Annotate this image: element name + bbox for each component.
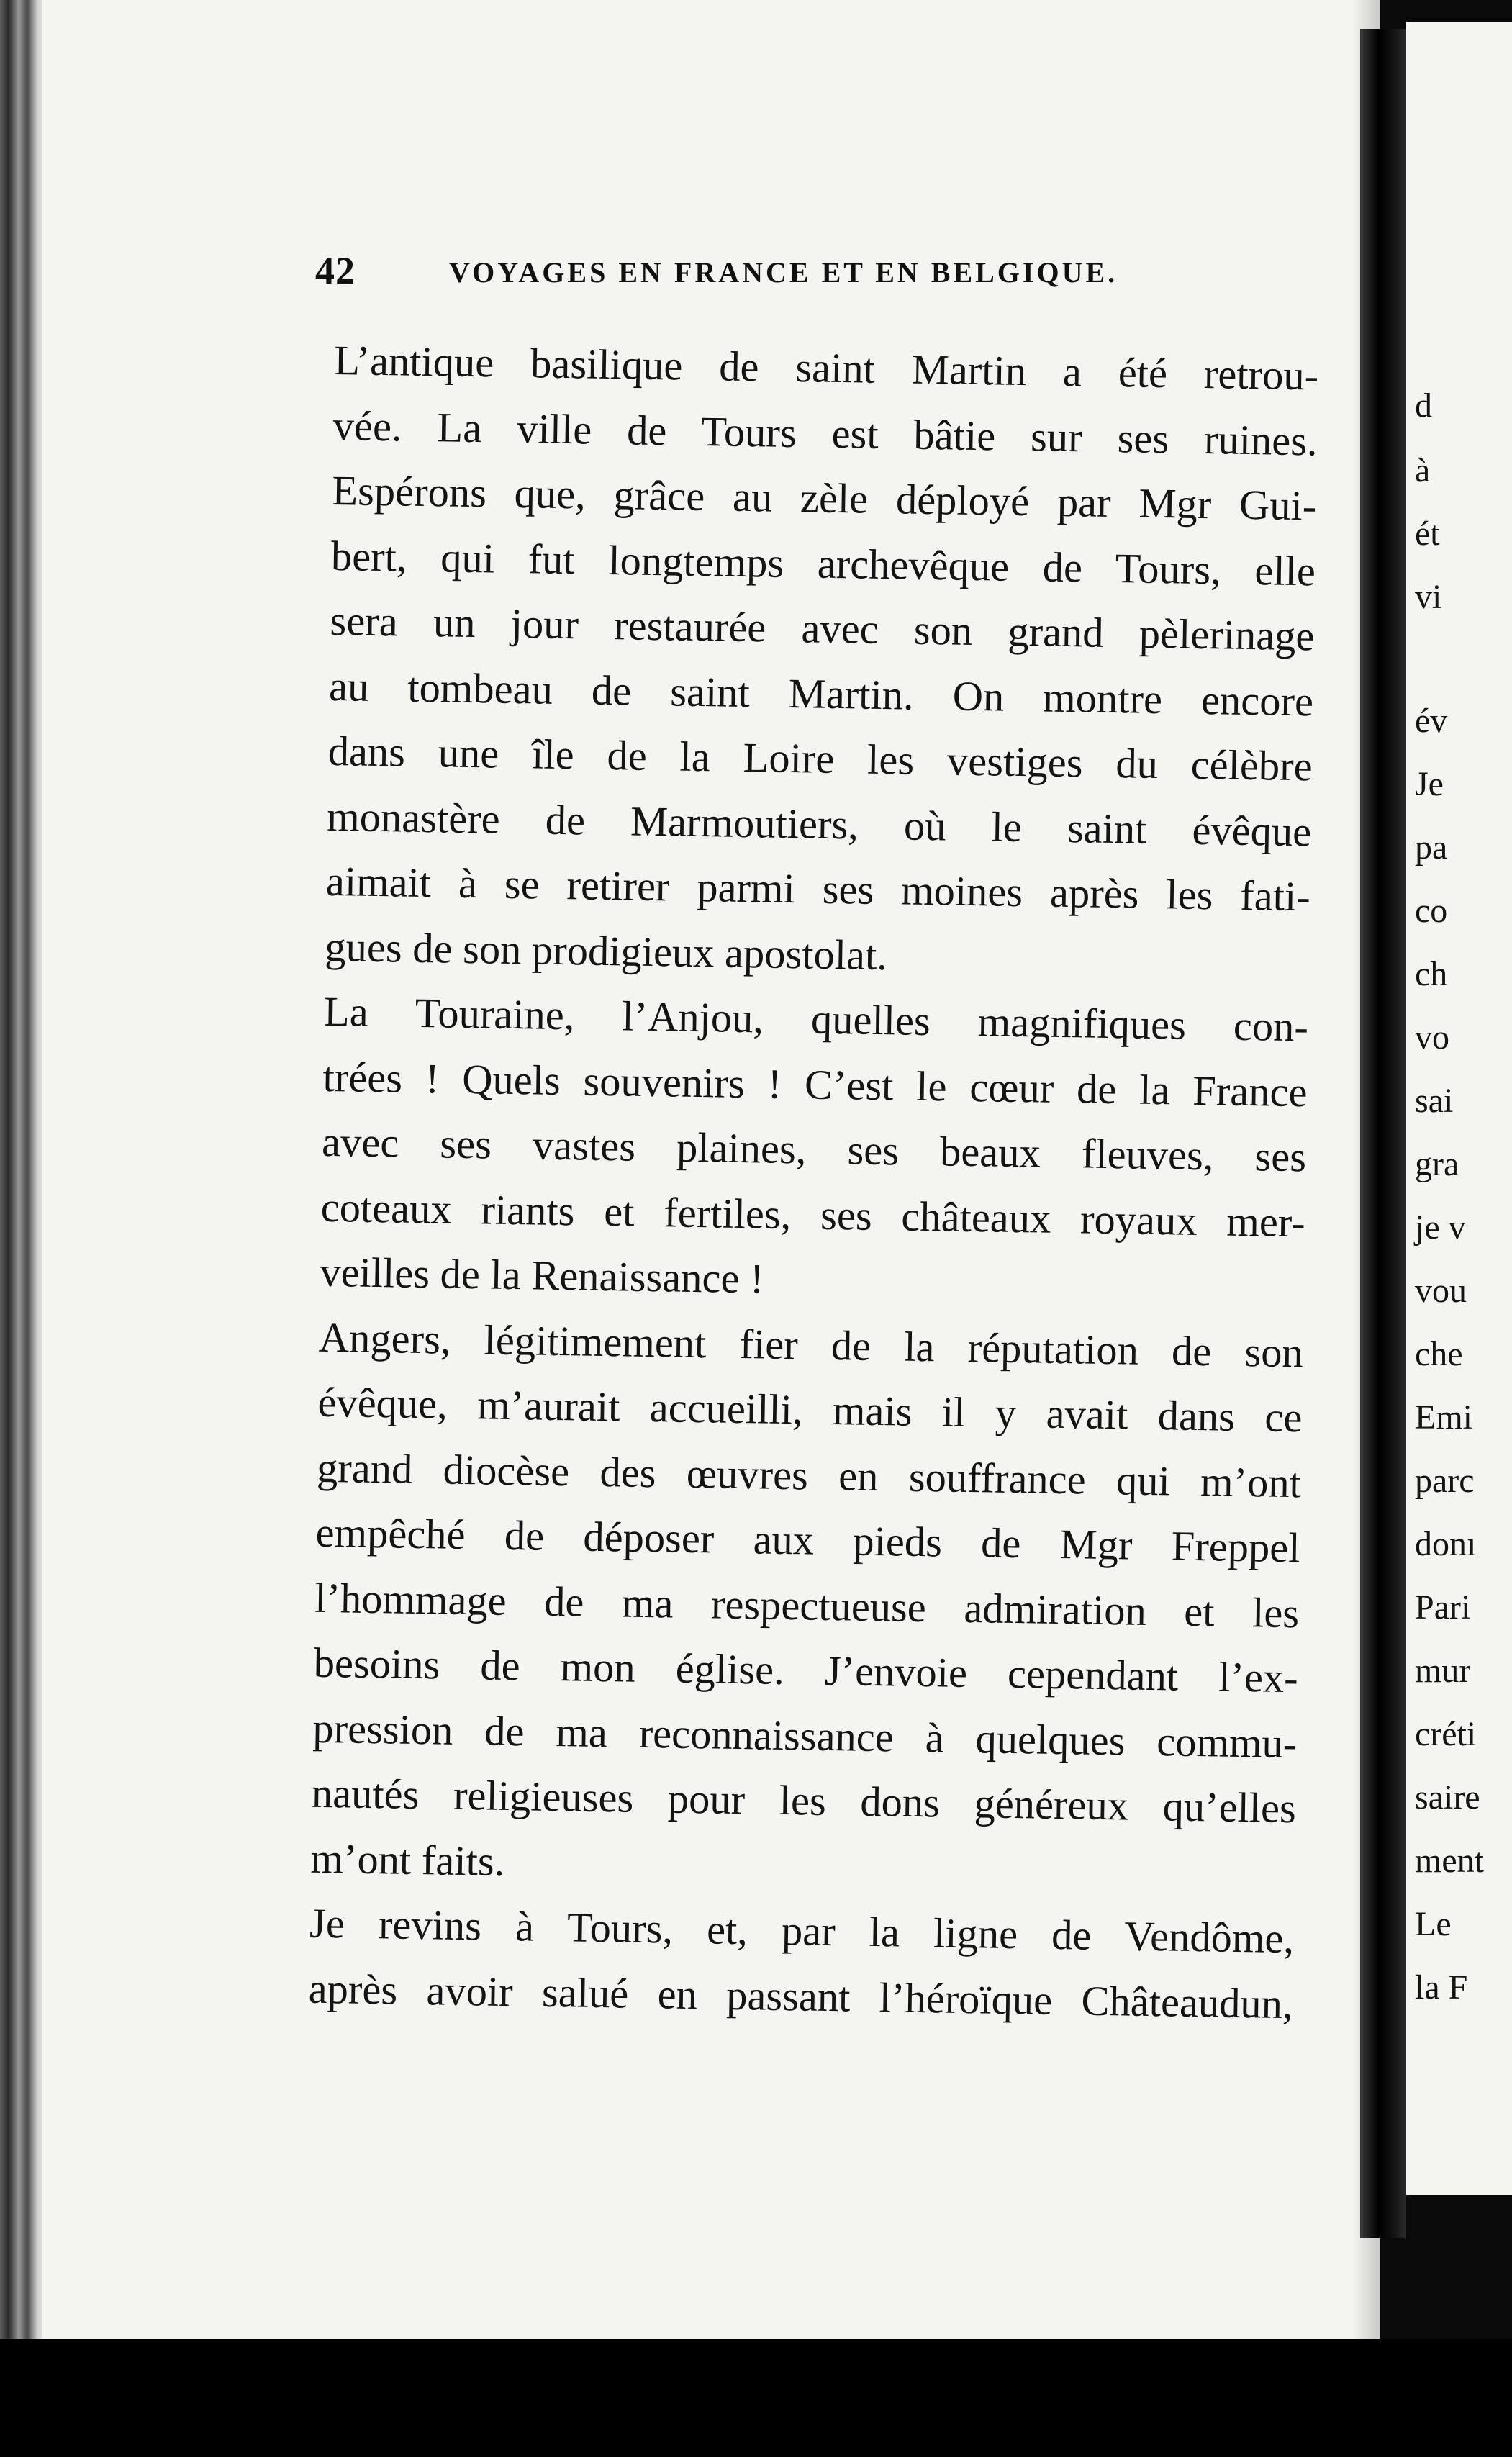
- running-title: VOYAGES EN FRANCE ET EN BELGIQUE.: [449, 256, 1118, 289]
- text-line: l’hommage de ma respectueuse admiration et les: [314, 1574, 1300, 1637]
- text-line: empêché de déposer aux pieds de Mgr Freppel: [315, 1508, 1301, 1572]
- paragraph-1: [280, 327, 1319, 995]
- text-line: besoins de mon église. J’envoie cependant l’ex-: [313, 1639, 1299, 1702]
- facing-page-fragment: à: [1415, 451, 1431, 489]
- facing-page-fragment: mur: [1415, 1652, 1471, 1690]
- facing-page-fragment: parc: [1415, 1462, 1475, 1500]
- facing-page-fragment: gra: [1415, 1145, 1459, 1183]
- facing-page-fragment: Le: [1415, 1905, 1452, 1943]
- facing-page-fragment: che: [1415, 1335, 1463, 1373]
- facing-page-fragment: ét: [1415, 515, 1440, 553]
- facing-page-edge: [1406, 22, 1512, 2195]
- facing-page-fragment: vi: [1415, 578, 1442, 616]
- text-line: bert, qui fut longtemps archevêque de Tours, elle: [330, 532, 1316, 594]
- text-line: grand diocèse des œuvres en souffrance qui m’ont: [316, 1444, 1302, 1506]
- facing-page-fragment: je v: [1415, 1208, 1466, 1246]
- paragraph-2: [275, 979, 1309, 1321]
- facing-page-fragment: pa: [1415, 828, 1448, 866]
- text-line: monastère de Marmoutiers, où le saint évêque: [326, 792, 1312, 855]
- text-line: aimait à se retirer parmi ses moines après les fati-: [325, 857, 1311, 920]
- facing-page-fragment: la F: [1415, 1968, 1468, 2006]
- facing-page-fragment: vo: [1415, 1018, 1449, 1056]
- text-line: au tombeau de saint Martin. On montre encore: [328, 662, 1314, 725]
- facing-page-fragment: vou: [1415, 1272, 1467, 1310]
- text-line: coteaux riants et fertiles, ses châteaux royaux mer-: [320, 1183, 1306, 1246]
- facing-page-fragment: créti: [1415, 1715, 1477, 1753]
- text-line: veilles de la Renaissance !: [319, 1248, 765, 1303]
- text-line: pression de ma reconnaissance à quelques commu-: [312, 1704, 1298, 1767]
- paragraph-4: [263, 1891, 1295, 2037]
- text-line: évêque, m’aurait accueilli, mais il y avait dans ce: [317, 1378, 1303, 1442]
- body-text: [263, 327, 1319, 2037]
- text-line: avec ses vastes plaines, ses beaux fleuves, ses: [321, 1118, 1307, 1181]
- text-line: Angers, légitimement fier de la réputation de son: [318, 1313, 1304, 1376]
- facing-page-fragment: sai: [1415, 1082, 1454, 1120]
- facing-page-fragment: saire: [1415, 1778, 1480, 1816]
- text-line: nautés religieuses pour les dons généreux qu’elles: [311, 1769, 1297, 1832]
- text-line: vée. La ville de Tours est bâtie sur ses ruines.: [332, 402, 1318, 464]
- facing-page-fragment: Emi: [1415, 1398, 1472, 1436]
- text-line: L’antique basilique de saint Martin a été retrou-: [333, 336, 1319, 399]
- facing-page-fragment: co: [1415, 892, 1448, 930]
- text-line: gues de son prodigieux apostolat.: [324, 923, 888, 979]
- text-line: m’ont faits.: [310, 1834, 505, 1885]
- facing-page-fragment: donı: [1415, 1525, 1477, 1563]
- left-page: [42, 0, 1380, 2457]
- page-header: [315, 248, 1337, 299]
- facing-page-fragment: ch: [1415, 955, 1448, 993]
- book-gutter: [1360, 29, 1406, 2238]
- text-line: après avoir salué en passant l’héroïque Châteaudun,: [308, 1965, 1294, 2027]
- page-number: 42: [315, 249, 356, 292]
- facing-page-fragment: d: [1415, 386, 1432, 425]
- text-line: dans une île de la Loire les vestiges du célèbre: [327, 727, 1313, 790]
- facing-page-fragment: ment: [1415, 1842, 1484, 1880]
- text-line: Je revins à Tours, et, par la ligne de Vendôme,: [309, 1899, 1295, 1963]
- facing-page-fragment: év: [1415, 702, 1448, 740]
- scan-background: [0, 2339, 1512, 2457]
- paragraph-3: [266, 1304, 1304, 1906]
- facing-page-fragment: Je: [1415, 765, 1444, 803]
- text-line: trées ! Quels souvenirs ! C’est le cœur de la France: [322, 1053, 1308, 1116]
- facing-page-fragment: Pari: [1415, 1588, 1471, 1626]
- text-line: Espérons que, grâce au zèle déployé par Mgr Gui-: [331, 466, 1317, 530]
- book-binding-edge: [0, 0, 43, 2457]
- text-line: La Touraine, l’Anjou, quelles magnifiques con-: [323, 987, 1309, 1051]
- text-line: sera un jour restaurée avec son grand pèlerinage: [330, 597, 1315, 660]
